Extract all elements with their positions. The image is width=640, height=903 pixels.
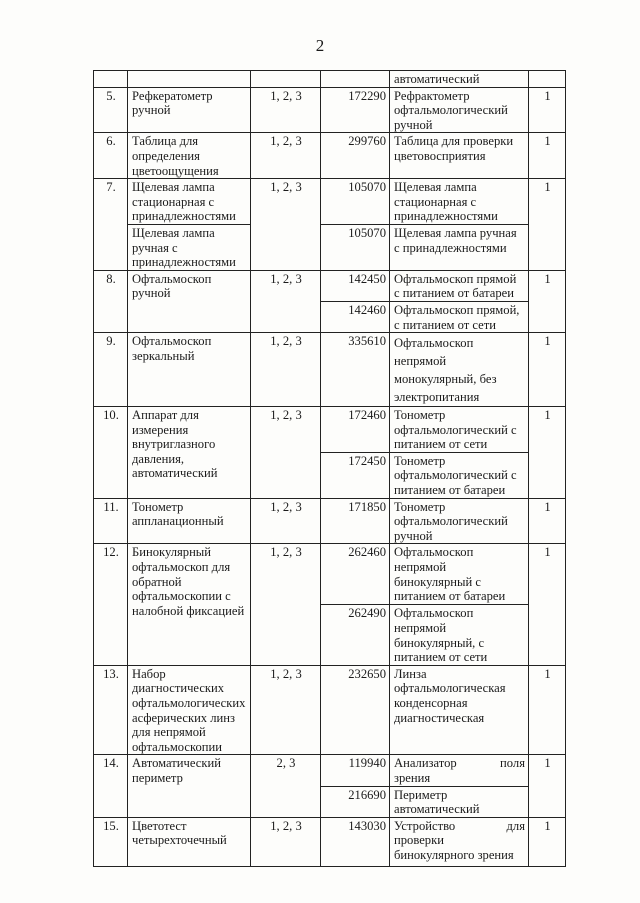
cell-code: 143030	[321, 817, 390, 866]
cell-desc: Офтальмоскоп прямой, с питанием от сети	[390, 301, 529, 332]
cell-name: Щелевая лампа стационарная с принадлежностями	[128, 179, 251, 225]
cell-code: 172460	[321, 407, 390, 453]
table-row	[94, 224, 566, 270]
cell-qty: 1	[529, 544, 566, 665]
table-row	[94, 333, 566, 407]
cell-desc: Офтальмоскоп прямой с питанием от батареи	[390, 270, 529, 301]
cell-desc: Офтальмоскоп непрямой бинокулярный с питанием от батареи	[390, 544, 529, 605]
cell-desc: Линза офтальмологическая конденсорная диагностическая	[390, 665, 529, 755]
cell-code	[321, 71, 390, 88]
cell-desc: Щелевая лампа стационарная с принадлежностями	[390, 179, 529, 225]
table-row	[94, 179, 566, 225]
cell-qty: 1	[529, 665, 566, 755]
cell-num: 8.	[94, 270, 128, 332]
cell-name: Тонометр аппланационный	[128, 498, 251, 544]
table-row	[94, 498, 566, 544]
cell-code: 172290	[321, 87, 390, 133]
cell-name: Рефкератометр ручной	[128, 87, 251, 133]
cell-positions: 1, 2, 3	[251, 87, 321, 133]
cell-name	[128, 71, 251, 88]
cell-num: 7.	[94, 179, 128, 271]
cell-positions: 1, 2, 3	[251, 665, 321, 755]
desc-line: зрения	[394, 770, 431, 785]
cell-code: 171850	[321, 498, 390, 544]
table-row	[94, 665, 566, 755]
cell-desc: Щелевая лампа ручная с принадлежностями	[390, 224, 529, 270]
cell-positions: 1, 2, 3	[251, 407, 321, 499]
cell-desc: Таблица для проверки цветовосприятия	[390, 133, 529, 179]
desc-word: для	[506, 818, 525, 833]
cell-num: 9.	[94, 333, 128, 407]
cell-qty: 1	[529, 407, 566, 499]
cell-name: Офтальмоскоп зеркальный	[128, 333, 251, 407]
cell-num	[94, 71, 128, 88]
cell-code: 142450	[321, 270, 390, 301]
cell-qty: 1	[529, 133, 566, 179]
table-row	[94, 133, 566, 179]
cell-code: 119940	[321, 755, 390, 786]
cell-name: Офтальмоскоп ручной	[128, 270, 251, 332]
cell-name: Щелевая лампа ручная с принадлежностями	[128, 224, 251, 270]
cell-code: 216690	[321, 786, 390, 817]
cell-qty: 1	[529, 270, 566, 332]
cell-name: Набор диагностических офтальмологических асферических линз для непрямой офтальмоскопии	[128, 665, 251, 755]
desc-word: поля	[500, 756, 525, 771]
cell-positions: 1, 2, 3	[251, 270, 321, 332]
cell-code: 142460	[321, 301, 390, 332]
cell-desc: Офтальмоскоп непрямой монокулярный, без электропитания	[390, 333, 529, 407]
desc-word: Анализатор	[394, 756, 457, 771]
table-row	[94, 87, 566, 133]
cell-num: 15.	[94, 817, 128, 866]
cell-desc: Тонометр офтальмологический с питанием от сети	[390, 407, 529, 453]
cell-num: 10.	[94, 407, 128, 499]
cell-positions	[251, 71, 321, 88]
cell-desc: автоматический	[390, 71, 529, 88]
cell-code: 105070	[321, 179, 390, 225]
cell-num: 6.	[94, 133, 128, 179]
cell-desc: Рефрактометр офтальмологический ручной	[390, 87, 529, 133]
cell-name: Цветотест четырехточечный	[128, 817, 251, 866]
cell-num: 13.	[94, 665, 128, 755]
cell-code: 172450	[321, 452, 390, 498]
cell-code: 232650	[321, 665, 390, 755]
cell-positions: 1, 2, 3	[251, 333, 321, 407]
table-row	[94, 755, 566, 786]
page-number: 2	[315, 36, 325, 55]
table-row	[94, 817, 566, 866]
cell-qty: 1	[529, 498, 566, 544]
cell-desc: Офтальмоскоп непрямой бинокулярный, с питанием от сети	[390, 605, 529, 665]
cell-num: 14.	[94, 755, 128, 817]
equipment-table	[93, 70, 566, 867]
cell-qty: 1	[529, 333, 566, 407]
table-row	[94, 270, 566, 301]
table-row	[94, 544, 566, 605]
cell-name: Аппарат для измерения внутриглазного давления, автоматический	[128, 407, 251, 499]
cell-code: 335610	[321, 333, 390, 407]
cell-positions: 1, 2, 3	[251, 133, 321, 179]
cell-desc: Тонометр офтальмологический с питанием от батареи	[390, 452, 529, 498]
cell-desc: Периметр автоматический	[390, 786, 529, 817]
table-row	[94, 407, 566, 453]
cell-positions: 1, 2, 3	[251, 817, 321, 866]
cell-num: 11.	[94, 498, 128, 544]
cell-positions: 1, 2, 3	[251, 179, 321, 271]
cell-num: 12.	[94, 544, 128, 665]
desc-line: проверки бинокулярного зрения	[394, 833, 514, 862]
cell-name: Автоматический периметр	[128, 755, 251, 817]
cell-qty: 1	[529, 817, 566, 866]
cell-qty: 1	[529, 87, 566, 133]
cell-desc: Тонометр офтальмологический ручной	[390, 498, 529, 544]
cell-desc	[390, 817, 529, 866]
cell-qty: 1	[529, 179, 566, 271]
cell-name: Бинокулярный офтальмоскоп для обратной офтальмоскопии с налобной фиксацией	[128, 544, 251, 665]
cell-desc	[390, 755, 529, 786]
cell-code: 105070	[321, 224, 390, 270]
cell-qty: 1	[529, 755, 566, 817]
cell-qty	[529, 71, 566, 88]
cell-positions: 1, 2, 3	[251, 498, 321, 544]
cell-num: 5.	[94, 87, 128, 133]
cell-code: 262460	[321, 544, 390, 605]
cell-code: 262490	[321, 605, 390, 665]
table-row	[94, 71, 566, 88]
cell-code: 299760	[321, 133, 390, 179]
cell-positions: 2, 3	[251, 755, 321, 817]
desc-word: Устройство	[394, 818, 456, 833]
cell-name: Таблица для определения цветоощущения	[128, 133, 251, 179]
cell-positions: 1, 2, 3	[251, 544, 321, 665]
